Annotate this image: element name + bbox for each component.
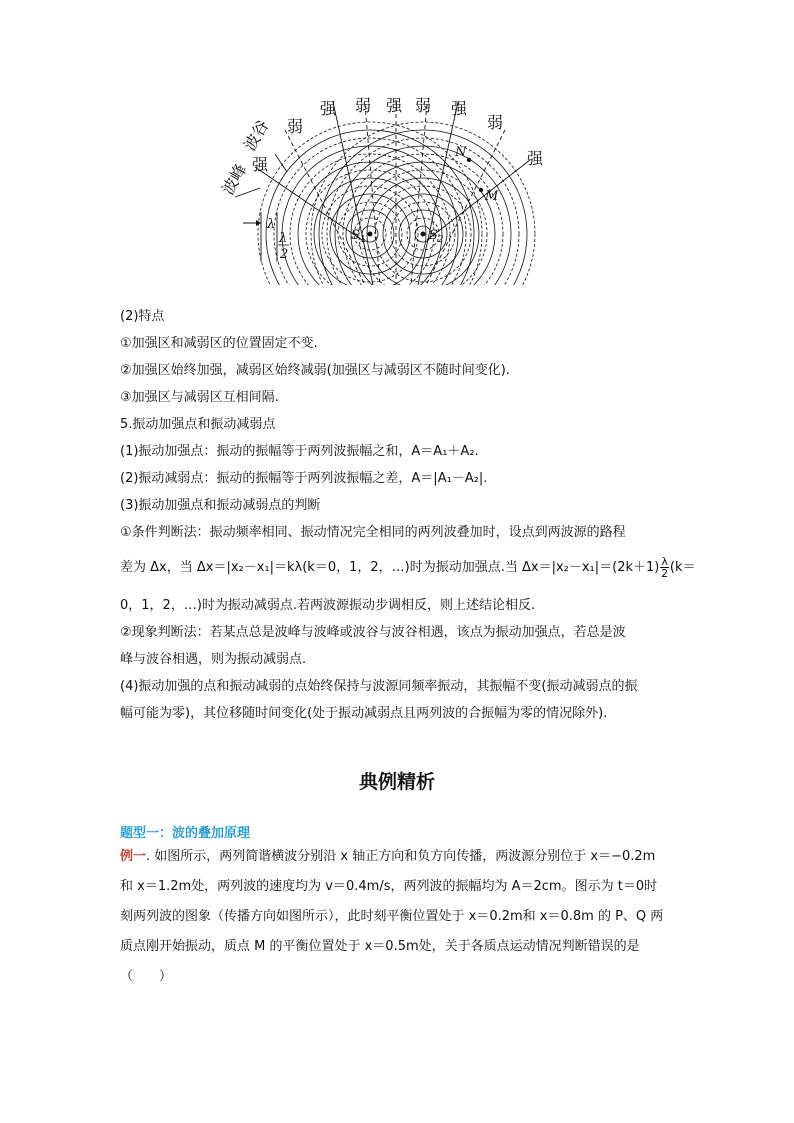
label-weak: 弱 bbox=[355, 96, 372, 115]
label-strong-left: 强 bbox=[252, 155, 269, 174]
source-1-dot bbox=[368, 232, 373, 237]
label-strong: 强 bbox=[320, 99, 337, 118]
label-weak: 弱 bbox=[415, 96, 432, 115]
point-m-dot bbox=[479, 188, 483, 192]
source-2-dot bbox=[421, 232, 426, 237]
wave-circles bbox=[258, 122, 535, 287]
label-strong: 强 bbox=[386, 96, 403, 115]
lambda-fraction: $\frac{\lambda}{2}$ bbox=[661, 555, 669, 580]
example-text: . 如图所示，两列简谐横波分别沿 x 轴正方向和负方向传播，两波源分别位于 x＝−0.2m bbox=[146, 849, 656, 864]
text-line: 0，1，2，…)时为振动减弱点.若两波源振动步调相反，则上述结论相反. bbox=[120, 598, 536, 613]
text-line: ①加强区和减弱区的位置固定不变. bbox=[120, 336, 318, 351]
label-wave-peak: 波峰 bbox=[218, 160, 251, 198]
text-line: (1)振动加强点：振动的振幅等于两列波振幅之和，A＝A₁＋A₂. bbox=[120, 444, 479, 459]
label-weak-left: 弱 bbox=[287, 117, 304, 136]
text-segment: 差为 Δx，当 Δx＝|x₂－x₁|＝kλ(k＝0，1，2，…)时为振动加强点.当 Δx＝|x₂－x₁|＝(2k＋1) bbox=[120, 560, 660, 575]
example-line: 质点刚开始振动，质点 M 的平衡位置处于 x＝0.5m处，关于各质点运动情况判断错误的是 bbox=[120, 939, 640, 954]
wave-trough-circle bbox=[343, 154, 503, 287]
wave-trough-circle bbox=[290, 154, 450, 287]
lambda-half-den: 2 bbox=[280, 247, 289, 262]
text-line: 峰与波谷相遇，则为振动减弱点. bbox=[120, 652, 307, 667]
point-n-label: N bbox=[455, 145, 467, 160]
label-weak-right: 弱 bbox=[487, 113, 504, 132]
text-line: ②加强区始终加强，减弱区始终减弱(加强区与减弱区不随时间变化). bbox=[120, 363, 510, 378]
text-line: ①条件判断法：振动频率相同、振动情况完全相同的两列波叠加时，设点到两波源的路程 bbox=[120, 525, 626, 540]
example-line: 和 x＝1.2m处，两列波的速度均为 v＝0.4m/s，两列波的振幅均为 A＝2cm。图示为 t＝0时 bbox=[120, 879, 658, 894]
lambda-label: λ bbox=[267, 217, 276, 232]
text-line: 5.振动加强点和振动减弱点 bbox=[120, 417, 276, 432]
question-type-title: 题型一：波的叠加原理 bbox=[120, 826, 251, 841]
text-segment: (k＝ bbox=[669, 560, 696, 575]
label-strong: 强 bbox=[451, 99, 468, 118]
text-line: ③加强区与减弱区互相间隔. bbox=[120, 390, 279, 405]
label-strong-right: 强 bbox=[527, 149, 544, 168]
text-line: (4)振动加强的点和振动减弱的点始终保持与波源同频率振动，其振幅不变(振动减弱点的振 bbox=[120, 679, 638, 694]
label-wave-trough: 波谷 bbox=[240, 116, 273, 154]
lambda-half-num: λ bbox=[279, 231, 288, 246]
point-n-dot bbox=[467, 158, 471, 162]
wave-trough-circle bbox=[327, 138, 519, 287]
text-line bbox=[120, 556, 695, 579]
trough-pointer bbox=[275, 154, 287, 172]
example-label: 例一 bbox=[120, 849, 147, 864]
strong-line bbox=[333, 102, 373, 285]
point-m-label: M bbox=[485, 189, 499, 204]
text-line: ②现象判断法：若某点总是波峰与波峰或波谷与波谷相遇，该点为振动加强点，若总是波 bbox=[120, 625, 626, 640]
section-heading: 典例精析 bbox=[358, 771, 435, 793]
example-line: （ ） bbox=[120, 969, 173, 984]
text-line: (3)振动加强点和振动减弱点的判断 bbox=[120, 498, 321, 513]
example-line bbox=[120, 848, 655, 866]
source-2-label: $S_2$ bbox=[429, 228, 444, 245]
text-line: 幅可能为零)，其位移随时间变化(处于振动减弱点且两列波的合振幅为零的情况除外). bbox=[120, 706, 608, 721]
source-1-label: $S_1$ bbox=[351, 228, 366, 245]
weak-line bbox=[285, 130, 365, 285]
text-line: (2)振动减弱点：振动的振幅等于两列波振幅之差，A＝|A₁－A₂|. bbox=[120, 471, 488, 486]
example-line: 刻两列波的图象（传播方向如图所示），此时刻平衡位置处于 x＝0.2m和 x＝0.8m 的 P、Q 两 bbox=[120, 909, 664, 924]
wave-interference-figure bbox=[215, 92, 550, 287]
text-line: (2)特点 bbox=[120, 309, 165, 324]
interference-diagram bbox=[215, 92, 550, 287]
